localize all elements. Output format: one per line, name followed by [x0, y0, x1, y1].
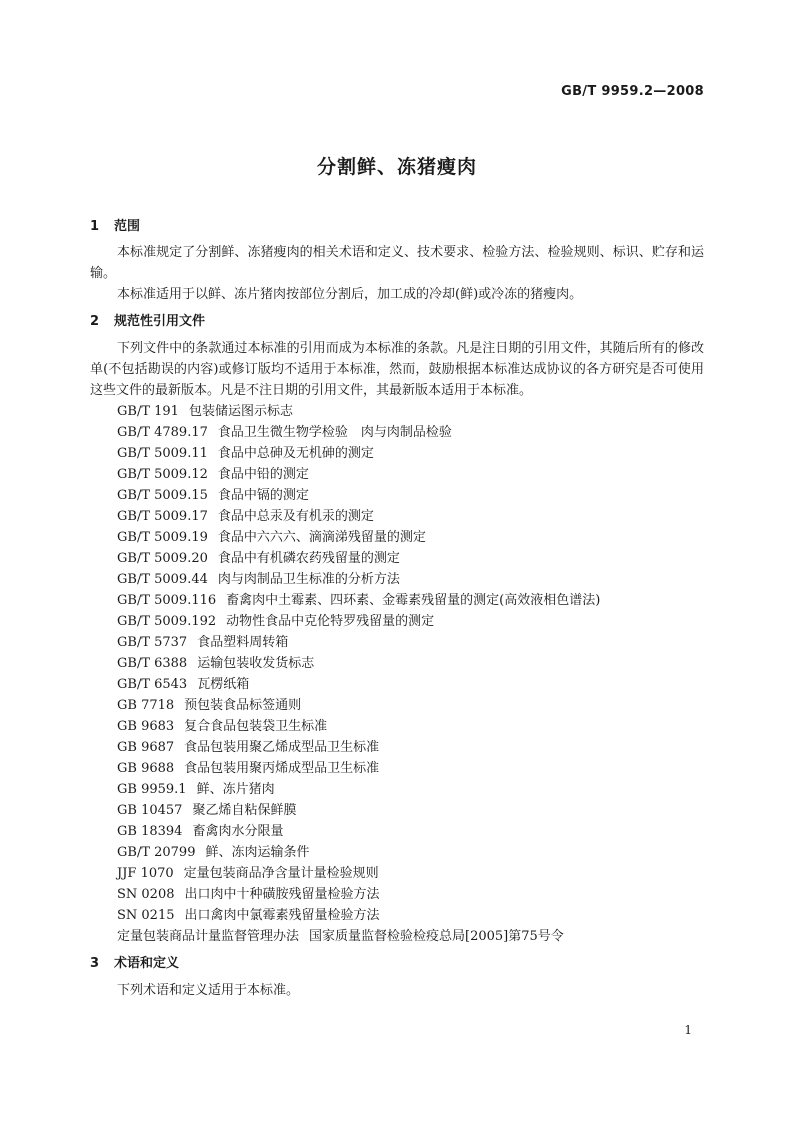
- reference-title: 食品包装用聚丙烯成型品卫生标准: [184, 761, 380, 776]
- reference-item: [90, 401, 704, 422]
- reference-item: [90, 779, 704, 800]
- reference-item: [90, 716, 704, 737]
- reference-title: 出口肉中十种磺胺残留量检验方法: [184, 887, 380, 902]
- reference-code: GB 9683: [117, 719, 175, 734]
- reference-code: GB/T 5009.116: [117, 593, 217, 608]
- reference-item: [90, 506, 704, 527]
- reference-code: GB/T 4789.17: [117, 425, 208, 440]
- reference-code: GB 9687: [117, 740, 175, 755]
- reference-code: GB/T 5737: [117, 635, 188, 650]
- reference-title: 食品卫生微生物学检验 肉与肉制品检验: [217, 425, 452, 440]
- reference-title: 鲜、冻片猪肉: [196, 782, 275, 797]
- reference-title: 食品塑料周转箱: [197, 635, 289, 650]
- scope-paragraph: 本标准规定了分割鲜、冻猪瘦肉的相关术语和定义、技术要求、检验方法、检验规则、标识、贮存和运输。: [90, 245, 704, 281]
- reference-title: 食品中铅的测定: [217, 467, 309, 482]
- reference-title: 聚乙烯自粘保鲜膜: [192, 803, 297, 818]
- section-heading-scope: [90, 216, 704, 237]
- reference-title: 食品中镉的测定: [217, 488, 309, 503]
- reference-code: GB 7718: [117, 698, 175, 713]
- section-heading-normative: [90, 311, 704, 332]
- normative-intro: 下列文件中的条款通过本标准的引用而成为本标准的条款。凡是注日期的引用文件，其随后所有的修改单(不包括勘误的内容)或修订版均不适用于本标准，然而，鼓励根据本标准达成协议的各方研究是否可使用这些文件的最新版本。凡是不注日期的引用文件，其最新版本适用于本标准。: [90, 341, 704, 398]
- reference-title: 食品中六六六、滴滴涕残留量的测定: [217, 530, 426, 545]
- standard-code: GB/T 9959.2—2008: [561, 84, 704, 99]
- reference-title: 复合食品包装袋卫生标准: [184, 719, 328, 734]
- reference-item: [90, 737, 704, 758]
- reference-item: [90, 695, 704, 716]
- section-title: 术语和定义: [114, 956, 180, 971]
- reference-code: GB 9688: [117, 761, 175, 776]
- reference-title: 出口禽肉中氯霉素残留量检验方法: [184, 908, 380, 923]
- reference-item: [90, 821, 704, 842]
- reference-item: [90, 548, 704, 569]
- reference-item: [90, 926, 704, 947]
- reference-code: GB/T 5009.19: [117, 530, 208, 545]
- reference-item: [90, 464, 704, 485]
- reference-title: 瓦楞纸箱: [197, 677, 250, 692]
- section-number: 3: [90, 956, 100, 971]
- reference-code: GB 18394: [117, 824, 183, 839]
- reference-title: 食品中总砷及无机砷的测定: [217, 446, 374, 461]
- reference-item: [90, 905, 704, 926]
- reference-code: GB 10457: [117, 803, 183, 818]
- reference-item: [90, 443, 704, 464]
- reference-code: GB/T 5009.17: [117, 509, 208, 524]
- reference-item: [90, 758, 704, 779]
- reference-code: GB/T 20799: [117, 845, 196, 860]
- reference-item: [90, 611, 704, 632]
- reference-item: [90, 842, 704, 863]
- reference-item: [90, 863, 704, 884]
- reference-code: JJF 1070: [117, 866, 174, 881]
- reference-title: 食品包装用聚乙烯成型品卫生标准: [184, 740, 380, 755]
- reference-item: [90, 485, 704, 506]
- document-body: [90, 216, 704, 1001]
- reference-title: 预包装食品标签通则: [184, 698, 302, 713]
- reference-item: [90, 569, 704, 590]
- reference-title: 包装储运图示标志: [188, 404, 293, 419]
- reference-code: GB/T 6388: [117, 656, 188, 671]
- reference-code: SN 0215: [117, 908, 175, 923]
- reference-title: 畜禽肉中土霉素、四环素、金霉素残留量的测定(高效液相色谱法): [226, 593, 601, 608]
- reference-title: 鲜、冻肉运输条件: [205, 845, 310, 860]
- reference-item: [90, 800, 704, 821]
- reference-item: [90, 527, 704, 548]
- reference-code: GB 9959.1: [117, 782, 187, 797]
- reference-item: [90, 590, 704, 611]
- reference-code: GB/T 5009.44: [117, 572, 208, 587]
- reference-code: GB/T 5009.192: [117, 614, 217, 629]
- reference-title: 运输包装收发货标志: [197, 656, 315, 671]
- reference-code: 定量包装商品计量监督管理办法: [117, 929, 300, 944]
- reference-title: 定量包装商品净含量计量检验规则: [183, 866, 379, 881]
- reference-item: [90, 422, 704, 443]
- reference-item: [90, 632, 704, 653]
- reference-list: [90, 401, 704, 947]
- section-number: 1: [90, 219, 100, 234]
- section-title: 范围: [114, 219, 141, 234]
- reference-item: [90, 884, 704, 905]
- section-heading-terms: [90, 953, 704, 974]
- reference-title: 食品中有机磷农药残留量的测定: [217, 551, 400, 566]
- reference-title: 肉与肉制品卫生标准的分析方法: [217, 572, 400, 587]
- terms-intro: 下列术语和定义适用于本标准。: [117, 983, 300, 998]
- reference-code: GB/T 5009.20: [117, 551, 208, 566]
- reference-title: 食品中总汞及有机汞的测定: [217, 509, 374, 524]
- reference-code: GB/T 5009.15: [117, 488, 208, 503]
- reference-code: SN 0208: [117, 887, 175, 902]
- reference-title: 国家质量监督检验检疫总局[2005]第75号令: [309, 929, 564, 944]
- section-title: 规范性引用文件: [114, 314, 206, 329]
- reference-code: GB/T 5009.12: [117, 467, 208, 482]
- reference-item: [90, 653, 704, 674]
- reference-item: [90, 674, 704, 695]
- reference-title: 动物性食品中克伦特罗残留量的测定: [226, 614, 435, 629]
- reference-code: GB/T 191: [117, 404, 179, 419]
- reference-code: GB/T 5009.11: [117, 446, 208, 461]
- reference-title: 畜禽肉水分限量: [192, 824, 284, 839]
- scope-paragraph: 本标准适用于以鲜、冻片猪肉按部位分割后，加工成的冷却(鲜)或冷冻的猪瘦肉。: [117, 287, 583, 302]
- document-title: 分割鲜、冻猪瘦肉: [316, 156, 477, 178]
- page-number: 1: [684, 1023, 692, 1037]
- reference-code: GB/T 6543: [117, 677, 188, 692]
- section-number: 2: [90, 314, 100, 329]
